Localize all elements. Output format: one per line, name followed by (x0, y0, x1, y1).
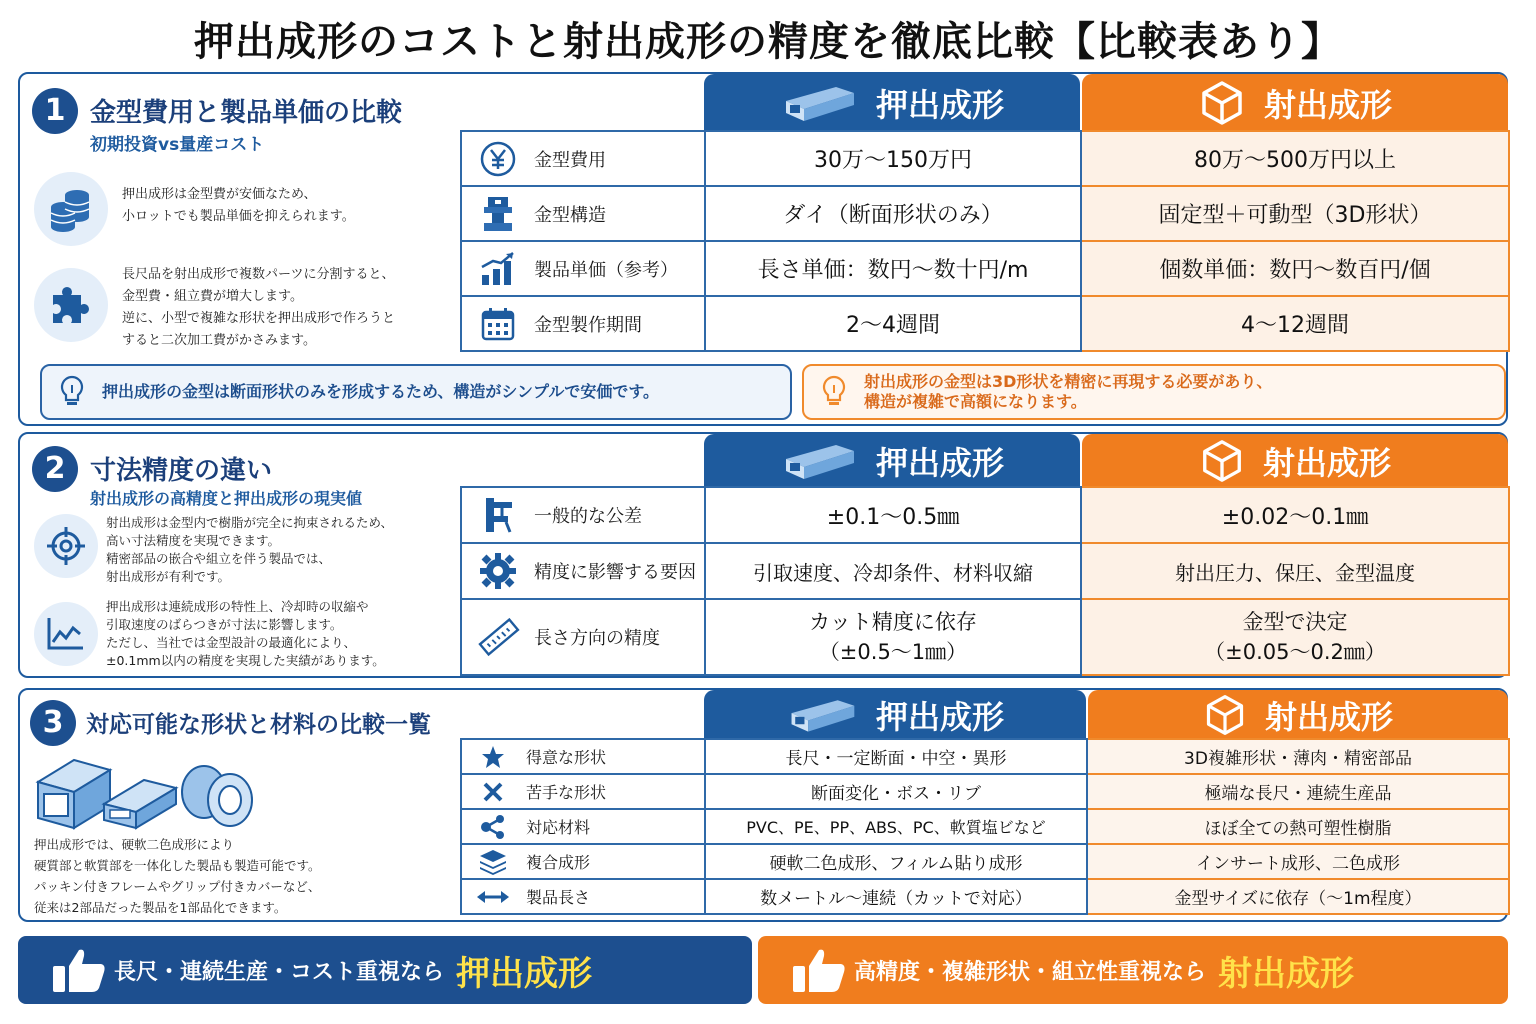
recommendation-text: 長尺・連続生産・コスト重視なら (114, 959, 445, 985)
header-extrusion-label: 押出成形 (875, 86, 1004, 124)
header-injection-label: 射出成形 (1263, 86, 1392, 124)
note-puzzle (34, 264, 444, 360)
tip-line: 押出成形の金型は断面形状のみを形成するため、構造がシンプルで安価です。 (102, 382, 660, 401)
note-text (106, 598, 450, 670)
cell-injection: 個数単価：数円～数百円/個 (1081, 241, 1509, 296)
section-number: 3 (30, 700, 76, 746)
extrusion-profile-icon (786, 696, 858, 734)
recommendation-highlight: 押出成形 (456, 953, 593, 994)
tip-line: 射出成形の金型は3D形状を精密に再現する必要があり、 (864, 372, 1273, 391)
note-text (122, 184, 452, 228)
section-precision-intro (20, 434, 460, 676)
caliper-icon (476, 496, 520, 534)
puzzle-icon (34, 268, 108, 342)
row-label: 長さ方向の精度 (534, 628, 660, 649)
note-line: 長尺品を射出成形で複数パーツに分割すると、 (122, 267, 395, 282)
page-title: 押出成形のコストと射出成形の精度を徹底比較【比較表あり】 (194, 19, 1342, 65)
tip-extrusion (40, 364, 792, 420)
table-row (461, 543, 1509, 599)
row-label: 金型構造 (534, 204, 606, 226)
note-line: 金型費・組立費が増大します。 (122, 289, 303, 304)
note-line: すると二次加工費がかさみます。 (122, 333, 316, 348)
table-row (461, 739, 1509, 774)
note-line: 射出成形が有利です。 (106, 569, 231, 584)
note-text (106, 514, 450, 586)
row-label: 得意な形状 (526, 748, 607, 767)
header-injection-label: 射出成形 (1262, 444, 1391, 482)
section-title: 金型費用と製品単価の比較 (90, 98, 403, 128)
bar-chart-icon (476, 251, 520, 287)
row-label: 金型費用 (534, 149, 606, 171)
cell-line: カット精度に依存 (809, 610, 977, 634)
row-label: 苦手な形状 (526, 783, 607, 802)
note-line: 押出成形は連続成形の特性上、冷却時の収縮や (106, 599, 369, 614)
star-icon (476, 745, 510, 769)
cost-table (460, 130, 1510, 352)
cell-extrusion: ±0.1～0.5㎜ (705, 487, 1081, 543)
profile-samples-illustration (34, 752, 254, 832)
section-number: 1 (32, 88, 78, 134)
header-injection-label: 射出成形 (1264, 698, 1393, 736)
header-injection (1082, 74, 1508, 132)
cell-injection: 射出圧力、保圧、金型温度 (1081, 543, 1509, 599)
recommendation-extrusion (18, 936, 752, 1004)
ruler-icon (476, 614, 520, 660)
cell-injection: ±0.02～0.1㎜ (1081, 487, 1509, 543)
double-arrow-icon (476, 889, 510, 905)
cell-injection: 80万～500万円以上 (1081, 131, 1509, 186)
note-line: 小ロットでも製品単価を抑えられます。 (122, 209, 355, 224)
cell-extrusion: 長尺・一定断面・中空・異形 (705, 739, 1087, 774)
cube-icon (1198, 79, 1246, 127)
table-row (461, 131, 1509, 186)
section-shapes (18, 688, 1508, 922)
recommendation-injection (758, 936, 1508, 1004)
trend-chart-icon (34, 602, 98, 666)
tip-line: 構造が複雑で高額になります。 (864, 392, 1087, 411)
note-text (122, 264, 452, 352)
header-extrusion (704, 74, 1080, 132)
header-injection (1082, 434, 1508, 488)
cell-extrusion: 引取速度、冷却条件、材料収縮 (705, 543, 1081, 599)
row-label: 対応材料 (526, 818, 591, 837)
row-label: 金型製作期間 (534, 314, 642, 336)
section-title: 対応可能な形状と材料の比較一覧 (86, 712, 431, 738)
cell-injection: 金型サイズに依存（～1m程度） (1087, 879, 1509, 914)
header-extrusion-label: 押出成形 (875, 444, 1004, 482)
header-extrusion (704, 434, 1080, 488)
cell-extrusion: 長さ単価：数円～数十円/m (705, 241, 1081, 296)
note-line: ただし、当社では金型設計の最適化により、 (106, 635, 357, 650)
cell-injection: 3D複雑形状・薄肉・精密部品 (1087, 739, 1509, 774)
cell-injection: ほぼ全ての熱可塑性樹脂 (1087, 809, 1509, 844)
table-row (461, 241, 1509, 296)
table-row (461, 487, 1509, 543)
header-extrusion-label: 押出成形 (875, 698, 1004, 736)
shapes-table (460, 738, 1510, 915)
row-label: 精度に影響する要因 (534, 562, 696, 583)
extrusion-profile-icon (780, 441, 858, 481)
target-icon (34, 514, 98, 578)
table-row (461, 844, 1509, 879)
note-line: 射出成形は金型内で樹脂が完全に拘束されるため、 (106, 515, 394, 530)
note-line: 押出成形は金型費が安価なため、 (122, 187, 317, 202)
precision-table (460, 486, 1510, 676)
note-line: 引取速度のばらつきが寸法に影響します。 (106, 617, 343, 632)
row-label: 製品長さ (526, 888, 591, 907)
cell-extrusion: 2～4週間 (705, 296, 1081, 351)
section-precision (18, 432, 1508, 678)
gear-icon (476, 552, 520, 590)
layers-icon (476, 849, 510, 875)
section-shapes-intro (20, 690, 460, 920)
cell-line: 金型で決定 (1242, 610, 1348, 634)
tip-injection (802, 364, 1506, 420)
cell-extrusion: 硬軟二色成形、フィルム貼り成形 (705, 844, 1087, 879)
note-line: 逆に、小型で複雑な形状を押出成形で作ろうと (122, 311, 396, 326)
cube-icon (1203, 693, 1247, 737)
section-number: 2 (32, 446, 78, 492)
header-injection (1088, 690, 1508, 740)
note-line: ±0.1mm以内の精度を実現した実績があります。 (106, 653, 385, 668)
cell-line: （±0.5～1㎜） (818, 640, 968, 664)
note-line: 精密部品の嵌合や組立を伴う製品では、 (106, 551, 332, 566)
thumbs-up-icon (44, 946, 114, 994)
note-line: パッキン付きフレームやグリップ付きカバーなど、 (34, 879, 321, 894)
note-coins (34, 172, 444, 252)
note-line: 硬質部と軟質部を一体化した製品も製造可能です。 (34, 858, 321, 873)
table-row (461, 774, 1509, 809)
thumbs-up-icon (784, 946, 854, 994)
cross-icon (476, 781, 510, 803)
section-cost (18, 72, 1508, 426)
note-trend (34, 598, 444, 678)
recommendation-text: 高精度・複雑形状・組立性重視なら (854, 959, 1207, 985)
section-subtitle: 射出成形の高精度と押出成形の現実値 (90, 489, 363, 508)
coins-icon (34, 172, 108, 246)
cell-extrusion: 断面変化・ボス・リブ (705, 774, 1087, 809)
table-row (461, 809, 1509, 844)
molecule-icon (476, 814, 510, 840)
cell-injection (1081, 599, 1509, 675)
yen-icon (476, 141, 520, 177)
die-structure-icon (476, 195, 520, 233)
cell-extrusion: 数メートル～連続（カットで対応） (705, 879, 1087, 914)
cube-icon (1199, 438, 1245, 484)
note-target (34, 514, 444, 594)
cell-injection: インサート成形、二色成形 (1087, 844, 1509, 879)
section-title: 寸法精度の違い (90, 456, 273, 486)
cell-injection: 4～12週間 (1081, 296, 1509, 351)
note-text (34, 834, 454, 918)
cell-extrusion: 30万～150万円 (705, 131, 1081, 186)
table-row (461, 296, 1509, 351)
recommendation-highlight: 射出成形 (1218, 953, 1355, 994)
row-label: 複合成形 (526, 853, 591, 872)
cell-extrusion: PVC、PE、PP、ABS、PC、軟質塩ビなど (705, 809, 1087, 844)
header-extrusion (704, 690, 1086, 740)
extrusion-profile-icon (780, 83, 858, 123)
note-line: 高い寸法精度を実現できます。 (106, 533, 281, 548)
lightbulb-icon (804, 375, 864, 409)
table-row (461, 599, 1509, 675)
cell-extrusion (705, 599, 1081, 675)
cell-injection: 固定型＋可動型（3D形状） (1081, 186, 1509, 241)
table-row (461, 879, 1509, 914)
cell-injection: 極端な長尺・連続生産品 (1087, 774, 1509, 809)
row-label: 製品単価（参考） (534, 259, 678, 281)
note-line: 押出成形では、硬軟二色成形により (34, 837, 235, 852)
note-line: 従来は2部品だった製品を1部品化できます。 (34, 900, 287, 915)
cell-line: （±0.05～0.2㎜） (1204, 640, 1386, 664)
calendar-icon (476, 306, 520, 342)
section-subtitle: 初期投資vs量産コスト (90, 135, 265, 155)
table-row (461, 186, 1509, 241)
cell-extrusion: ダイ（断面形状のみ） (705, 186, 1081, 241)
lightbulb-icon (42, 375, 102, 409)
row-label: 一般的な公差 (534, 506, 642, 527)
